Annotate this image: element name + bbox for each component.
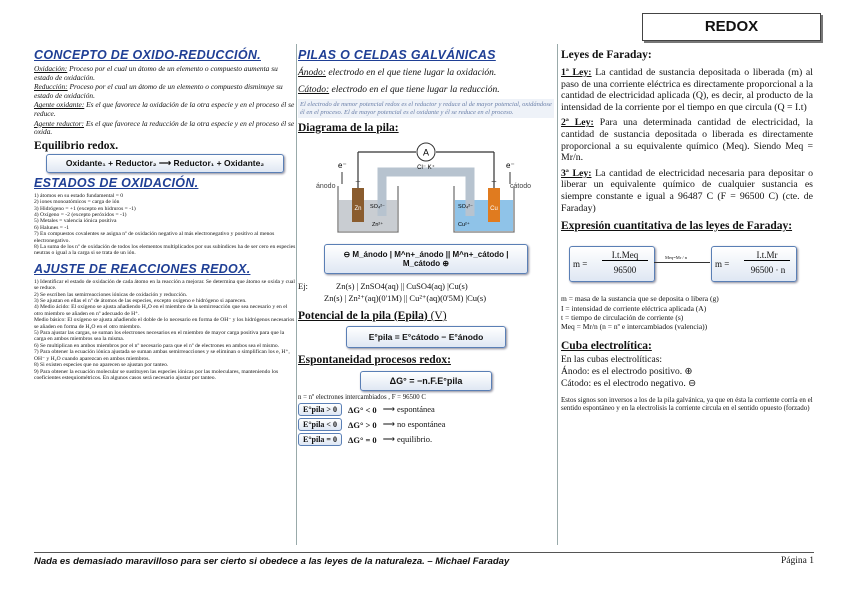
definition: Oxidación: Proceso por el cual un átomo de un elemento o compuesto aumenta su estado de oxidación.: [34, 64, 278, 82]
list-item: Cátodo: es el electrodo negativo. ⊖: [561, 378, 697, 389]
minus-sign: −: [355, 177, 361, 188]
list-item: 3) Hidrógeno = +1 (excepto en hidruros = -1): [34, 205, 136, 212]
plus-sign: +: [491, 177, 497, 188]
list-item: 7) Para obtener la ecuación iónica ajustada se suman ambas semirreacciones y se eliminan o simplifican los e, H⁺, OH⁻ y H₂O cuando aparezcan en ambos miembros.: [34, 349, 290, 362]
page-number: Página 1: [781, 556, 814, 566]
zn-ion-label: Zn²⁺: [372, 222, 384, 228]
section-title-pilas: PILAS O CELDAS GALVÁNICAS: [298, 48, 496, 62]
list-item: En las cubas electrolíticas:: [561, 354, 663, 365]
section-title-estados: ESTADOS DE OXIDACIÓN.: [34, 175, 199, 190]
list-item: 5) Para ajustar las cargas, se suman los electrones necesarios en el miembro de mayor carga positiva para que la carga en ambos miembros sea la misma.: [34, 330, 285, 343]
faraday-expression-title: Expresión cuantitativa de las leyes de Faraday:: [561, 220, 793, 233]
salt-bridge-ions: Cl⁻ K⁺: [417, 165, 435, 171]
cu-label: Cu: [490, 206, 498, 212]
cu-ion-label: Cu²⁺: [458, 222, 470, 228]
example-2: Zn(s) | Zn²⁺(aq)(0'1M) || Cu²⁺(aq)(0'5M) |Cu(s): [324, 293, 487, 303]
list-item: Meq = Mr/n (n = nº e intercambiados (valencia)): [561, 322, 708, 332]
diagram-title: Diagrama de la pila:: [298, 122, 399, 134]
faraday-law-2: 2ª Ley: Para una determinada cantidad de electricidad, la cantidad de sustancia depositada o liberada es directamente proporcional a su equivalente químico (Meq). Siendo Meq = Mr/n.: [561, 117, 813, 164]
list-item: 8) La suma de los nº de oxidación de todos los elementos multiplicados por sus subíndices ha de ser cero en especies neutras o igual a la carga si se trata de un ión.: [34, 244, 296, 257]
list-item: 7) En compuestos covalentes se asigna nº de oxidación negativo al más electronegativo y positivo al menos electronegativo.: [34, 231, 275, 244]
electron-right-label: e⁻: [506, 161, 515, 170]
page-title: REDOX: [642, 13, 821, 41]
list-item: 6) Halunes = -1: [34, 224, 69, 231]
list-item: Ánodo: es el electrodo positivo. ⊕: [561, 366, 693, 377]
faraday-law-1: 1ª Ley: La cantidad de sustancia depositada o liberada (m) al paso de una corriente eléctrica es directamente proporcional a la cantidad de electricidad aplicada (Q), es decir, al producto de la intensidad de la corriente por el tiempo en que circula (Q = I.t): [561, 67, 813, 113]
definition: Agente oxidante: Es el que favorece la oxidación de la otra especie y en el proceso él se reduce.: [34, 100, 295, 118]
list-item: 9) Para obtener la ecuación molecular se sustituyen las especies iónicas por las moleculares, manteniendo los coeficientes estequiométricos. En algunos casos será necesario ajustar por tanteo.: [34, 368, 279, 381]
list-item: 2) Se escriben las semirreacciones iónicas de oxidación y reducción.: [34, 291, 188, 298]
definition: Agente reductor: Es el que favorece la reducción de la otra especie y en el proceso él se oxida.: [34, 118, 295, 137]
definitions: [34, 65, 296, 137]
equilibrium-title: Equilibrio redox.: [34, 139, 119, 152]
potential-title: Potencial de la pila (Epila) (V): [298, 310, 447, 322]
section-title-ajuste: AJUSTE DE REACCIONES REDOX.: [34, 261, 251, 276]
catodo-definition: Cátodo: electrodo en el que tiene lugar la reducción.: [298, 85, 500, 95]
oxidation-states-list: [34, 193, 296, 257]
list-item: 8) Si existen especies que no aparecen se ajustan por tanteo.: [34, 362, 169, 369]
list-item: I = intensidad de corriente eléctrica aplicada (A): [561, 303, 707, 313]
cu-electrode: [488, 188, 500, 222]
faraday-formula-2: m = I.t.Mr 96500 · n: [711, 246, 797, 282]
anodo-label: ánodo: [316, 183, 336, 190]
gibbs-note: n = nº electrones intercambiados , F = 96500 C: [298, 394, 426, 401]
column-right: [561, 44, 813, 545]
column-divider: [557, 44, 558, 545]
table-row: E°pila = 0 ΔG° = 0 ⟶ equilibrio.: [298, 433, 554, 446]
formula-arrow-label: Meq=Mr / n: [665, 255, 688, 261]
galvanic-cell-diagram: [298, 136, 554, 238]
solution-left: [339, 200, 397, 231]
footer: [34, 552, 814, 569]
faraday-formulas: [561, 240, 813, 292]
faraday-law-3: 3ª Ley: La cantidad de electricidad necesaria para depositar o liberar un equivalente químico de cualquier sustancia es siempre constante e igual a 96487 C (F = 96500 C) (cte. de Faraday): [561, 167, 813, 214]
balancing-steps-list: [34, 279, 296, 382]
list-item: 6) Se multiplican en ambos miembros por el nº necesario para que el nº de electrones en ambos sea el mismo.: [34, 342, 280, 349]
section-title-concepto: CONCEPTO DE OXIDO-REDUCCIÓN.: [34, 48, 261, 62]
spontaneity-title: Espontaneidad procesos redox:: [298, 354, 451, 366]
cell-notation: ⊖ M_ánodo | M^n+_ánodo || M^n+_cátodo | M_cátodo ⊕: [324, 244, 528, 274]
equilibrium-equation: Oxidante₁ + Reductor₂ ⟶ Reductor₁ + Oxidante₂: [46, 154, 284, 173]
footer-quote: Nada es demasiado maravilloso para ser cierto si obedece a las leyes de la naturaleza. – Michael Faraday: [34, 556, 510, 567]
list-item: m = masa de la sustancia que se deposita o libera (g): [561, 294, 719, 304]
gibbs-equation: ΔG° = −n.F.E°pila: [360, 371, 492, 391]
potential-note: El electrodo de menor potencial redox es el reductor y reduce al de mayor potencial, oxidándose él en el proceso. El de mayor potencial es el oxidante y él se reduce en el proceso.: [298, 99, 554, 118]
catodo-label: cátodo: [510, 183, 532, 190]
list-item: 1) átomos en su estado fundamental = 0: [34, 192, 124, 199]
example-label: Ej:: [298, 281, 308, 291]
zn-electrode: [352, 188, 364, 222]
sulfate-left-label: SO₄²⁻: [370, 204, 385, 210]
sulfate-right-label: SO₄²⁻: [458, 204, 473, 210]
potential-equation: E°pila = E°cátodo − E°ánodo: [346, 326, 506, 348]
spontaneity-table: [298, 403, 554, 446]
table-row: E°pila > 0 ΔG° < 0 ⟶ espontánea: [298, 403, 554, 416]
definition: Reducción: Proceso por el cual un átomo de un elemento o compuesto disminuye su estado de oxidación.: [34, 82, 283, 100]
list-item: 4) Oxígeno = -2 (excepto peróxidos = -1): [34, 211, 127, 218]
column-middle: [298, 44, 554, 545]
list-item: 4) Medio ácido: El oxígeno se ajusta añadiendo H₂O en el miembro de la semirreacción que sea necesario y en el otro miembro se añaden en nº adecuado de H⁺.: [34, 304, 288, 317]
anodo-definition: Ánodo: electrodo en el que tiene lugar la oxidación.: [298, 68, 497, 78]
list-item: 2) iones monoatómicos = carga de ión: [34, 199, 120, 206]
table-row: E°pila < 0 ΔG° > 0 ⟶ no espontánea: [298, 418, 554, 431]
examples: [298, 280, 554, 304]
cuba-lines: [561, 354, 813, 390]
column-divider: [296, 44, 297, 545]
faraday-title: Leyes de Faraday:: [561, 49, 652, 61]
cuba-note: Estos signos son inversos a los de la pila galvánica, ya que en ésta la corriente corría en el sentido espontáneo y en la electrolisis la corriente circula en el sentido opuesto (forzado): [561, 395, 813, 412]
zn-label: Zn: [354, 206, 362, 212]
list-item: 1) Identificar el estado de oxidación de cada átomo en la reacción a mejorar. Se determina que átomo se oxida y cual se reduce.: [34, 278, 295, 292]
ammeter-label: A: [422, 147, 430, 158]
list-item: t = tiempo de circulación de corriente (s): [561, 312, 684, 322]
faraday-variables: [561, 294, 813, 332]
list-item: 3) Se ajustan en ellas el nº de átomos de las especies, excepto oxígeno e hidrógeno si aparecen.: [34, 298, 247, 305]
column-left: [34, 44, 296, 545]
formula-arrow: [654, 262, 710, 263]
electron-left-label: e⁻: [338, 161, 347, 170]
list-item: 5) Metales = valencia iónica positiva: [34, 218, 117, 225]
faraday-formula-1: m = I.t.Meq 96500: [569, 246, 655, 282]
list-item: Medio básico: El oxígeno se ajusta añadiendo el doble de lo necesario en forma de OH⁻ y los hidrógenos necesarios se añaden en forma de H₂O en el otro miembro.: [34, 317, 295, 330]
cuba-title: Cuba electrolítica:: [561, 339, 652, 352]
example-1: Zn(s) | ZnSO4(aq) || CuSO4(aq) |Cu(s): [336, 281, 468, 291]
